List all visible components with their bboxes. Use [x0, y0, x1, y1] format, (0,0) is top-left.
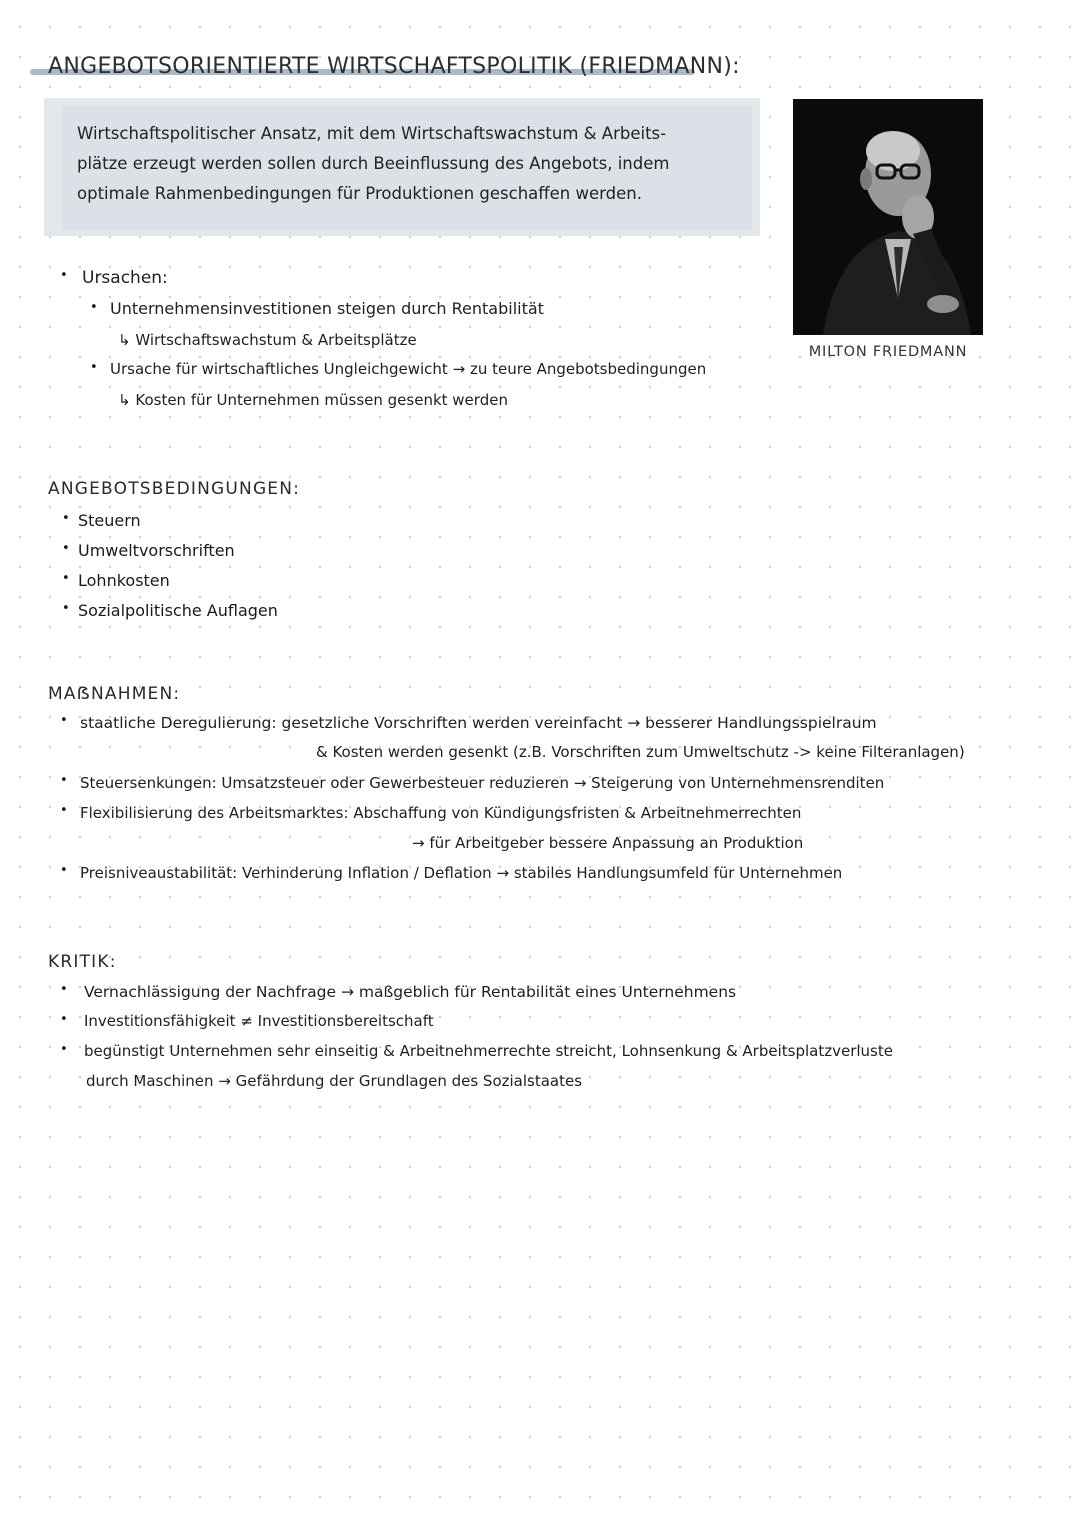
ursachen-item-1: Unternehmensinvestitionen steigen durch Rentabilität	[110, 299, 544, 318]
kritik-1-result: maßgeblich für Rentabilität eines Unternehmens	[358, 983, 737, 1001]
massnahme-2-label: Steuersenkungen:	[80, 774, 217, 792]
massnahme-1-result: besserer Handlungsspielraum	[645, 714, 877, 732]
kritik-3-result: Gefährdung der Grundlagen des Sozialstaates	[235, 1072, 583, 1090]
massnahme-4	[80, 864, 842, 882]
massnahme-4-result: stabiles Handlungsumfeld für Unternehmen	[513, 864, 843, 882]
kritik-3: begünstigt Unternehmen sehr einseitig & Arbeitnehmerrechte streicht, Lohnsenkung & Arbeitsplatzverluste	[84, 1042, 893, 1060]
arrow-icon: →	[452, 360, 466, 378]
massnahme-3-text: Abschaffung von Kündigungsfristen & Arbeitnehmerrechten	[353, 804, 802, 822]
bullet-massnahme-4: •	[60, 863, 68, 878]
portrait-illustration	[793, 99, 983, 335]
definition-line-1: Wirtschaftspolitischer Ansatz, mit dem Wirtschaftswachstum & Arbeits-	[77, 124, 667, 143]
portrait-photo	[793, 99, 983, 335]
ursachen-item-2	[110, 360, 706, 378]
definition-line-3: optimale Rahmenbedingungen für Produktionen geschaffen werden.	[77, 184, 642, 203]
kritik-3-continuation: durch Maschinen	[86, 1072, 214, 1090]
massnahme-1-label: staatliche Deregulierung:	[80, 714, 277, 732]
definition-line-2: plätze erzeugt werden sollen durch Beeinflussung des Angebots, indem	[77, 154, 670, 173]
arrow-icon: →	[627, 714, 641, 732]
massnahme-4-label: Preisniveaustabilität:	[80, 864, 238, 882]
massnahme-2-text: Umsatzsteuer oder Gewerbesteuer reduzieren	[221, 774, 570, 792]
ursachen-item-2-sub	[118, 391, 508, 409]
angebotsbedingungen-list	[56, 506, 278, 626]
page-title: ANGEBOTSORIENTIERTE WIRTSCHAFTSPOLITIK (FRIEDMANN):	[48, 54, 740, 79]
ursachen-item-2-result: zu teure Angebotsbedingungen	[469, 360, 707, 378]
bullet-massnahme-1: •	[60, 713, 68, 728]
kritik-1-text: Vernachlässigung der Nachfrage	[84, 983, 337, 1001]
kritik-3-line-2	[86, 1072, 582, 1090]
kritik-1	[84, 983, 736, 1001]
ursachen-item-2-text: Ursache für wirtschaftliches Ungleichgewicht	[110, 360, 448, 378]
kritik-heading: KRITIK:	[48, 952, 117, 972]
massnahme-1	[80, 714, 877, 732]
list-item: • Umweltvorschriften	[56, 536, 278, 566]
ursachen-label: Ursachen:	[82, 268, 168, 288]
bullet-massnahme-3: •	[60, 803, 68, 818]
arrow-icon: →	[218, 1072, 231, 1090]
bullet-ursachen-1: •	[90, 300, 98, 315]
hook-arrow-icon: ↳	[118, 331, 131, 349]
definition-text	[77, 119, 727, 209]
bullet-ursachen: •	[60, 268, 68, 283]
arrow-icon: →	[496, 864, 510, 882]
massnahme-1-line-2: & Kosten werden gesenkt (z.B. Vorschriften zum Umweltschutz -> keine Filteranlagen)	[316, 743, 965, 761]
portrait-caption: MILTON FRIEDMANN	[808, 344, 968, 360]
arrow-icon: →	[573, 774, 587, 792]
title-block	[30, 54, 740, 79]
list-item: • Sozialpolitische Auflagen	[56, 596, 278, 626]
massnahme-3-label: Flexibilisierung des Arbeitsmarktes:	[80, 804, 349, 822]
ursachen-item-1-result: Wirtschaftswachstum & Arbeitsplätze	[135, 331, 417, 349]
massnahme-4-text: Verhinderung Inflation / Deflation	[242, 864, 492, 882]
hook-arrow-icon: ↳	[118, 391, 131, 409]
massnahme-2-result: Steigerung von Unternehmensrenditen	[591, 774, 885, 792]
list-item: • Steuern	[56, 506, 278, 536]
massnahme-3	[80, 804, 801, 822]
massnahmen-heading: MAẞNAHMEN:	[48, 684, 181, 704]
ursachen-item-1-sub	[118, 331, 417, 349]
massnahme-1-text: gesetzliche Vorschriften werden vereinfacht	[281, 714, 623, 732]
bullet-ursachen-2: •	[90, 360, 98, 375]
bullet-kritik-1: •	[60, 982, 68, 997]
bullet-kritik-3: •	[60, 1042, 68, 1057]
list-item: • Lohnkosten	[56, 566, 278, 596]
bullet-massnahme-2: •	[60, 773, 68, 788]
massnahme-3-result: für Arbeitgeber bessere Anpassung an Produktion	[429, 834, 804, 852]
bullet-kritik-2: •	[60, 1012, 68, 1027]
kritik-2: Investitionsfähigkeit ≠ Investitionsbereitschaft	[84, 1012, 434, 1030]
ursachen-item-2-consequence: Kosten für Unternehmen müssen gesenkt werden	[135, 391, 508, 409]
massnahme-3-line-2	[412, 834, 803, 852]
arrow-icon: →	[412, 834, 425, 852]
angebotsbedingungen-heading: ANGEBOTSBEDINGUNGEN:	[48, 479, 301, 499]
massnahme-2	[80, 774, 884, 792]
arrow-icon: →	[340, 983, 354, 1001]
